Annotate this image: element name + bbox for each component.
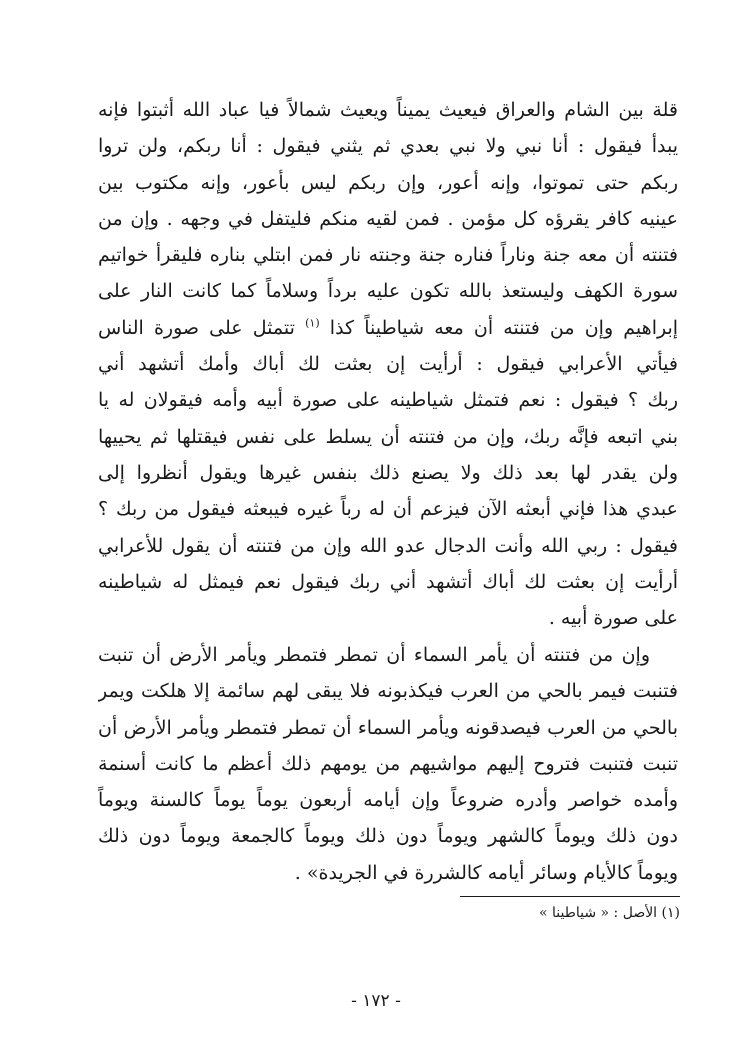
text-line: فيأتي الأعرابي فيقول : أرأيت إن بعثت لك أباك وأمك أتشهد أني xyxy=(98,353,678,376)
paragraph-2 xyxy=(98,637,678,891)
page-number: - ١٧٢ - xyxy=(351,991,401,1011)
text-line: فتنبت فيمر بالحي من العرب فيكذبونه فلا يبقى لهم سائمة إلا هلكت ويمر xyxy=(98,680,678,703)
text-line: ربك ؟ فيقول : نعم فتمثل شياطينه على صورة أبيه وأمه فيقولان له يا xyxy=(98,389,678,412)
text-line: عبدي هذا فإني أبعثه الآن فيزعم أن له رباً غيره فيبعثه فيقول من ربك ؟ xyxy=(98,498,678,521)
text-line: دون ذلك ويوماً كالشهر ويوماً دون ذلك ويوماً كالجمعة ويوماً دون ذلك xyxy=(98,825,678,848)
text-line: وأمده خواصر وأدره ضروعاً وإن أيامه أربعون يوماً يوماً كالسنة ويوماً xyxy=(98,789,678,812)
text-line: فيقول : ربي الله وأنت الدجال عدو الله وإن من فتنته أن يقول للأعرابي xyxy=(98,534,678,557)
text-segment: تتمثل على صورة الناس xyxy=(98,316,295,339)
footnote-divider xyxy=(460,896,680,897)
text-line: يبدأ فيقول : أنا نبي ولا نبي بعدي ثم يثني فيقول : أنا ربكم، ولن تروا xyxy=(98,135,678,158)
text-line: عينيه كافر يقرؤه كل مؤمن . فمن لقيه منكم فليتفل في وجهه . وإن من xyxy=(98,207,678,230)
text-line: ويوماً كالأيام وسائر أيامه كالشررة في الجريدة» . xyxy=(294,861,678,884)
text-line: تنبت فتنبت فتروح إليهم مواشيهم من يومهم ذلك أعظم ما كانت أسنمة xyxy=(98,752,678,775)
text-line: بالحي من العرب فيصدقونه ويأمر السماء أن تمطر فتمطر ويأمر الأرض أن xyxy=(98,716,678,739)
text-line: ولن يقدر لها بعد ذلك ولا يصنع ذلك بنفس غيرها ويقول أنظروا إلى xyxy=(98,461,678,484)
text-line: فتنته أن معه جنة وناراً فناره جنة وجنته نار فمن ابتلي بناره فليقرأ خواتيم xyxy=(98,244,678,267)
text-line: سورة الكهف وليستعذ بالله تكون عليه برداً وسلاماً كما كانت النار على xyxy=(98,280,678,303)
text-segment: إبراهيم وإن من فتنته أن معه شياطيناً كذا xyxy=(329,316,678,339)
text-line: ربكم حتى تموتوا، وإنه أعور، وإن ربكم ليس بأعور، وإنه مكتوب بين xyxy=(98,171,678,194)
footnote: (١) الأصل : « شياطينا » xyxy=(538,905,680,921)
text-line: أرأيت إن بعثت لك أباك أتشهد أني ربك فيقول نعم فيمثل له شياطينه xyxy=(98,570,678,593)
paragraph-1 xyxy=(98,92,678,636)
text-line: بني اتبعه فإنَّه ربك، وإن من فتنته أن يسلط على نفس فيقتلها ثم يحييها xyxy=(98,425,678,448)
text-line: وإن من فتنته أن يأمر السماء أن تمطر فتمطر ويأمر الأرض أن تنبت xyxy=(98,644,650,666)
text-line-with-footnote xyxy=(98,310,678,346)
text-line: على صورة أبيه . xyxy=(548,607,678,630)
text-line: قلة بين الشام والعراق فيعيث يميناً ويعيث شمالاً فيا عباد الله أثبتوا فإنه xyxy=(98,99,678,121)
footnote-marker: (١) xyxy=(305,316,320,330)
